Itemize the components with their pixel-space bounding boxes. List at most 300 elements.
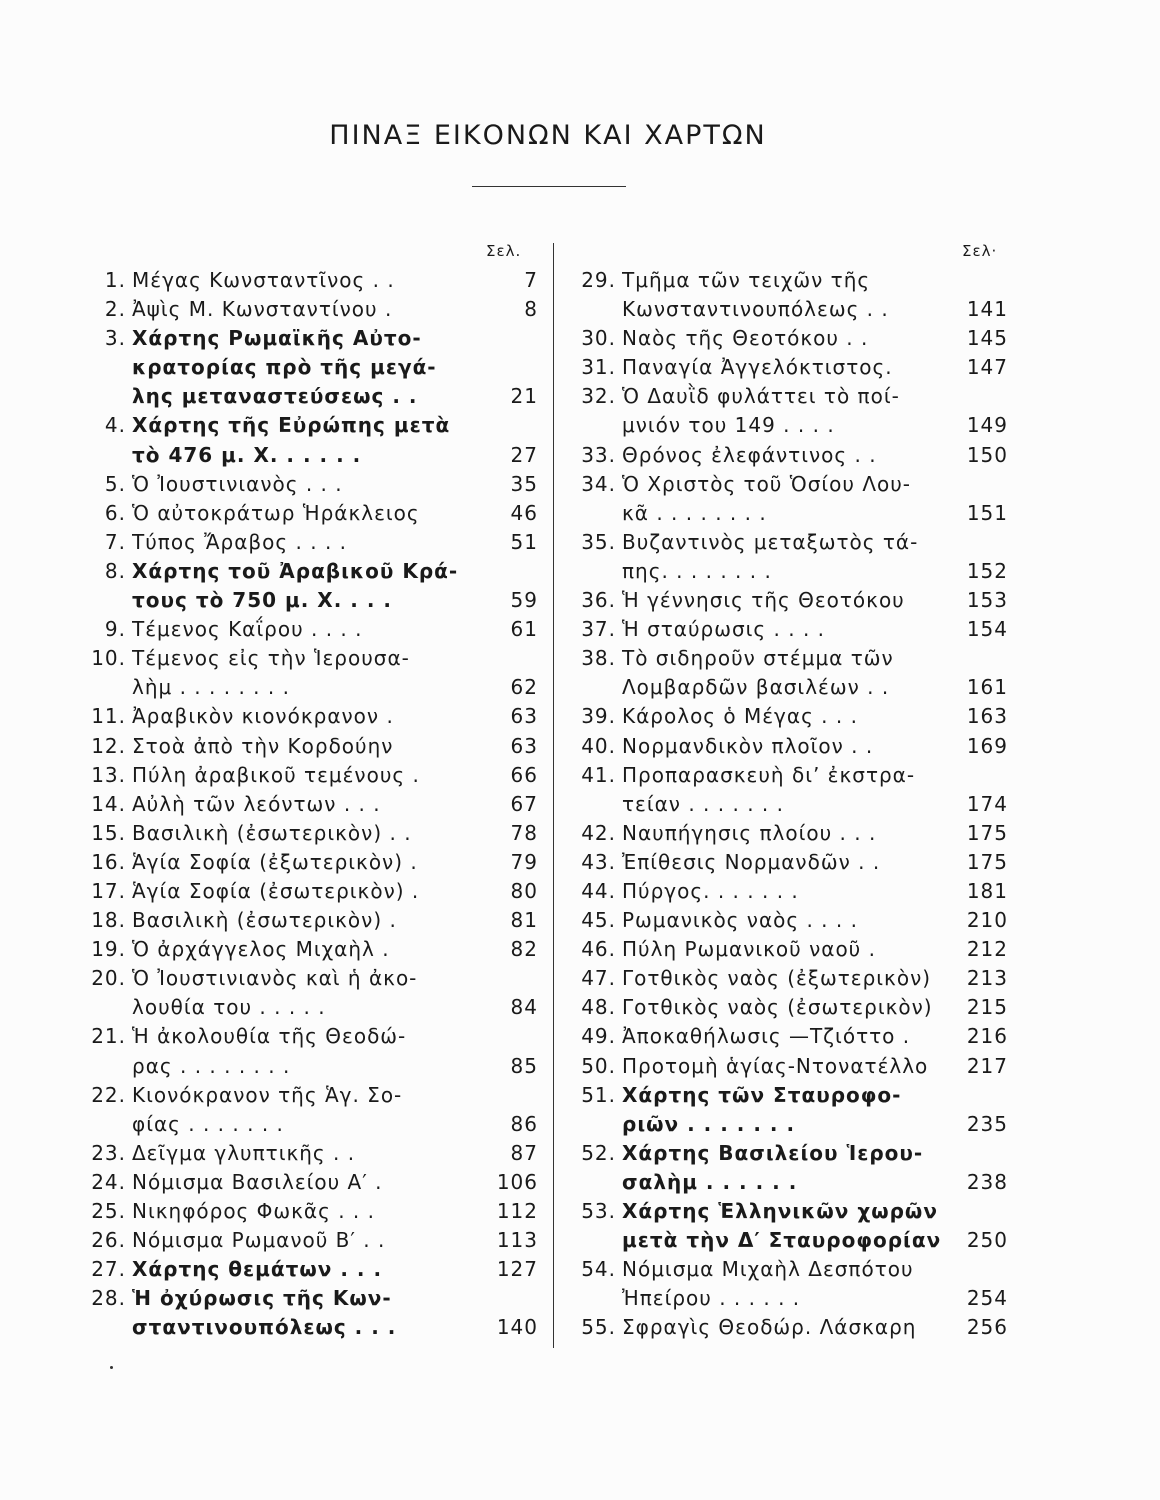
entry-page-number: 81 [510, 908, 538, 933]
toc-entry [82, 615, 538, 644]
entry-title: τους τὸ 750 μ. Χ. . . . [132, 588, 392, 613]
entry-title: Νόμισμα Ρωμανοῦ Β′ . . [132, 1228, 386, 1253]
toc-line [82, 732, 538, 761]
entry-page-number: 7 [524, 268, 538, 292]
entry-page-number: 46 [510, 500, 538, 525]
toc-line [82, 1255, 538, 1284]
toc-line [82, 993, 538, 1022]
entry-number: 19. [91, 937, 126, 962]
toc-entry [572, 964, 1008, 993]
toc-entry [572, 702, 1008, 731]
entry-page-number: 235 [966, 1111, 1008, 1136]
entry-page-number: 161 [966, 675, 1008, 700]
right-column-list [572, 266, 1008, 1342]
entry-title: φίας . . . . . . . [132, 1111, 284, 1136]
entry-page-number [960, 470, 1008, 499]
entry-title: Στοὰ ἀπὸ τὴν Κορδούην [132, 733, 394, 758]
toc-entry [82, 644, 538, 702]
entry-number [82, 673, 132, 702]
entry-number: 8. [104, 558, 126, 583]
entry-number [572, 557, 622, 586]
entry-title: Ἀραβικὸν κιονόκρανον . [132, 704, 394, 729]
entry-page-number: 62 [510, 675, 538, 700]
entry-title: Νόμισμα Βασιλείου Α′ . [132, 1169, 383, 1194]
toc-entry [572, 1197, 1008, 1255]
entry-page-number: 256 [966, 1315, 1008, 1340]
entry-title: Νορμανδικὸν πλοῖον . . [622, 733, 874, 758]
toc-entry [572, 1081, 1008, 1139]
entry-number: 46. [581, 937, 616, 962]
entry-page-number: 61 [510, 617, 538, 642]
entry-title: Προτομὴ ἁγίας-Ντονατέλλο [622, 1053, 929, 1078]
toc-entry [572, 1255, 1008, 1313]
toc-line [572, 1081, 1008, 1110]
entry-title: Ἠπείρου . . . . . . [622, 1286, 801, 1311]
toc-line [82, 1284, 538, 1313]
toc-line [572, 1022, 1008, 1051]
toc-entry [82, 295, 538, 324]
entry-title: λουθία του . . . . . [132, 995, 326, 1020]
toc-line [572, 1110, 1008, 1139]
entry-number: 21. [91, 1024, 126, 1049]
toc-line [82, 1226, 538, 1255]
entry-title: Νικηφόρος Φωκᾶς . . . [132, 1199, 375, 1223]
entry-title: λὴμ . . . . . . . . [132, 675, 290, 700]
entry-title: Βυζαντινὸς μεταξωτὸς τά- [622, 529, 919, 554]
entry-title: Τέμενος εἰς τὴν Ἱερουσα- [132, 646, 410, 671]
toc-entry [572, 266, 1008, 324]
toc-line [82, 1197, 538, 1226]
entry-title: Ἀποκαθήλωσις —Τζιόττο . [622, 1024, 911, 1049]
entry-number: 38. [581, 646, 616, 671]
entry-number [82, 1052, 132, 1081]
entry-number: 9. [104, 617, 126, 642]
toc-line [572, 470, 1008, 499]
entry-title: Τύπος Ἄραβος . . . . [132, 529, 348, 554]
entry-number: 3. [104, 326, 126, 351]
entry-page-number: 59 [510, 588, 538, 613]
toc-entry [572, 877, 1008, 906]
entry-number [572, 1110, 622, 1139]
entry-number: 26. [91, 1228, 126, 1253]
toc-entry [82, 499, 538, 528]
toc-line [572, 1139, 1008, 1168]
entry-number: 15. [91, 820, 126, 845]
toc-line [82, 1139, 538, 1168]
entry-page-number: 212 [966, 937, 1008, 962]
toc-entry [572, 1052, 1008, 1081]
toc-entry [82, 470, 538, 499]
toc-line [572, 1284, 1008, 1313]
entry-page-number: 175 [966, 849, 1008, 874]
entry-number: 48. [581, 995, 616, 1020]
toc-entry [82, 1226, 538, 1255]
toc-entry [82, 266, 538, 295]
entry-number: 5. [104, 471, 126, 496]
entry-title: Χάρτης Ἑλληνικῶν χωρῶν [622, 1199, 938, 1223]
toc-entry [572, 615, 1008, 644]
entry-page-number [488, 557, 538, 586]
toc-line [572, 702, 1008, 731]
toc-entry [572, 1139, 1008, 1197]
toc-line [572, 964, 1008, 993]
toc-line [82, 615, 538, 644]
entry-page-number: 175 [966, 820, 1008, 845]
entry-title: σταντινουπόλεως . . . [132, 1315, 397, 1340]
entry-title: Ἐπίθεσις Νορμανδῶν . . [622, 849, 881, 874]
entry-title: Ἀψὶς Μ. Κωνσταντίνου . [132, 297, 393, 322]
entry-page-number: 154 [966, 617, 1008, 642]
entry-page-number: 87 [510, 1140, 538, 1165]
entry-title: λης μεταναστεύσεως . . [132, 384, 418, 409]
entry-title: τὸ 476 μ. Χ. . . . . . [132, 442, 362, 467]
entry-number: 53. [581, 1199, 616, 1223]
toc-line [82, 266, 538, 295]
entry-title: Δεῖγμα γλυπτικῆς . . [132, 1140, 356, 1165]
toc-line [82, 499, 538, 528]
entry-title: Χάρτης τοῦ Ἀραβικοῦ Κρά- [132, 558, 459, 583]
toc-line [82, 324, 538, 353]
toc-line [82, 1110, 538, 1139]
toc-line [82, 1052, 538, 1081]
toc-line [82, 964, 538, 993]
speck [110, 1366, 113, 1369]
entry-page-number: 78 [510, 820, 538, 845]
entry-page-number: 140 [496, 1315, 538, 1340]
entry-title: Νόμισμα Μιχαὴλ Δεσπότου [622, 1257, 914, 1282]
toc-line [572, 993, 1008, 1022]
toc-line [82, 644, 538, 673]
entry-title: Γοτθικὸς ναὸς (ἐσωτερικὸν) [622, 995, 933, 1020]
toc-line [572, 819, 1008, 848]
toc-line [572, 790, 1008, 819]
entry-page-number: 163 [966, 704, 1008, 729]
toc-entry [572, 906, 1008, 935]
entry-page-number [960, 1197, 1008, 1226]
toc-line [82, 761, 538, 790]
entry-number: 27. [91, 1257, 126, 1282]
toc-line [572, 1255, 1008, 1284]
toc-line [572, 324, 1008, 353]
toc-line [82, 935, 538, 964]
toc-line [82, 1313, 538, 1342]
toc-entry [82, 761, 538, 790]
toc-entry [572, 1022, 1008, 1051]
toc-line [82, 702, 538, 731]
toc-line [572, 1197, 1008, 1226]
entry-number: 16. [91, 849, 126, 874]
toc-line [572, 1052, 1008, 1081]
entry-number: 28. [91, 1286, 126, 1311]
toc-line [82, 470, 538, 499]
entry-page-number [488, 1284, 538, 1313]
entry-title: Χάρτης Ρωμαϊκῆς Αὐτο- [132, 326, 422, 351]
entry-number: 42. [581, 820, 616, 845]
entry-number: 47. [581, 966, 616, 991]
entry-page-number: 80 [510, 878, 538, 903]
toc-line [572, 557, 1008, 586]
toc-entry [82, 848, 538, 877]
entry-number: 13. [91, 762, 126, 787]
entry-title: Πύργος. . . . . . . [622, 878, 799, 903]
entry-title: τείαν . . . . . . . [622, 791, 784, 816]
entry-page-number: 169 [966, 733, 1008, 758]
toc-line [572, 732, 1008, 761]
entry-number: 33. [581, 442, 616, 467]
entry-number [572, 673, 622, 702]
toc-entry [82, 819, 538, 848]
entry-number: 4. [104, 413, 126, 438]
entry-number: 32. [581, 384, 616, 409]
entry-page-number [488, 353, 538, 382]
entry-title: Σφραγὶς Θεοδώρ. Λάσκαρη [622, 1315, 917, 1340]
toc-line [572, 411, 1008, 440]
entry-number: 7. [104, 529, 126, 554]
entry-number [572, 790, 622, 819]
entry-number: 23. [91, 1140, 126, 1165]
entry-title: Μέγας Κωνσταντῖνος . . [132, 268, 395, 292]
entry-number: 6. [104, 500, 126, 525]
entry-title: Κάρολος ὁ Μέγας . . . [622, 704, 858, 729]
entry-title: Παναγία Ἀγγελόκτιστος. [622, 355, 893, 380]
entry-page-number: 106 [496, 1169, 538, 1194]
entry-number: 43. [581, 849, 616, 874]
entry-page-number: 27 [510, 442, 538, 467]
entry-title: Ὁ Χριστὸς τοῦ Ὁσίου Λου- [622, 471, 912, 496]
entry-title: Ἡ γέννησις τῆς Θεοτόκου [622, 588, 905, 613]
entry-page-number [488, 644, 538, 673]
entry-page-number: 254 [966, 1286, 1008, 1311]
entry-title: Γοτθικὸς ναὸς (ἐξωτερικὸν) [622, 966, 932, 991]
toc-line [82, 673, 538, 702]
entry-page-number: 181 [966, 878, 1008, 903]
toc-line [82, 441, 538, 470]
entry-title: Ἡ ὀχύρωσις τῆς Κων- [132, 1286, 392, 1311]
entry-title: Ὁ Δαυῒδ φυλάττει τὸ ποί- [622, 384, 900, 409]
entry-title: μνιόν του 149 . . . . [622, 413, 835, 438]
toc-entry [82, 877, 538, 906]
entry-number: 55. [581, 1315, 616, 1340]
entry-title: Χάρτης τῶν Σταυροφο- [622, 1082, 902, 1107]
entry-number [82, 353, 132, 382]
entry-title: Χάρτης Βασιλείου Ἱερου- [622, 1140, 924, 1165]
toc-entry [572, 382, 1008, 440]
entry-title: κρατορίας πρὸ τῆς μεγά- [132, 355, 437, 380]
toc-line [572, 877, 1008, 906]
entry-number: 22. [91, 1082, 126, 1107]
entry-number: 49. [581, 1024, 616, 1049]
entry-number: 14. [91, 791, 126, 816]
entry-number: 39. [581, 704, 616, 729]
toc-entry [572, 324, 1008, 353]
toc-line [572, 586, 1008, 615]
entry-page-number [960, 266, 1008, 295]
entry-page-number [488, 411, 538, 440]
entry-page-number [960, 528, 1008, 557]
toc-entry [572, 644, 1008, 702]
entry-page-number: 86 [510, 1111, 538, 1136]
entry-title: Θρόνος ἐλεφάντινος . . [622, 442, 877, 467]
entry-page-number: 113 [496, 1228, 538, 1253]
right-page-header: Σελ· [962, 242, 998, 260]
toc-entry [572, 732, 1008, 761]
entry-title: Κωνσταντινουπόλεως . . [622, 297, 889, 322]
entry-page-number: 67 [510, 791, 538, 816]
entry-number: 50. [581, 1053, 616, 1078]
entry-page-number: 127 [496, 1257, 538, 1282]
entry-title: Ὁ Ἰουστινιανὸς . . . [132, 471, 343, 496]
entry-number: 25. [91, 1199, 126, 1223]
entry-title: Ὁ ἀρχάγγελος Μιχαὴλ . [132, 937, 390, 962]
toc-line [572, 295, 1008, 324]
entry-page-number [960, 1081, 1008, 1110]
entry-title: Ἡ σταύρωσις . . . . [622, 617, 826, 642]
entry-number: 30. [581, 326, 616, 351]
entry-page-number: 63 [510, 704, 538, 729]
entry-page-number: 51 [510, 529, 538, 554]
page-title: ΠΙΝΑΞ ΕΙΚΟΝΩΝ ΚΑΙ ΧΑΡΤΩΝ [329, 120, 767, 151]
entry-page-number: 150 [966, 442, 1008, 467]
entry-number [82, 1110, 132, 1139]
entry-page-number: 145 [966, 326, 1008, 351]
toc-line [572, 528, 1008, 557]
entry-title: Ἡ ἀκολουθία τῆς Θεοδώ- [132, 1024, 407, 1049]
toc-line [82, 411, 538, 440]
toc-entry [82, 732, 538, 761]
entry-title: Τέμενος Καΐρου . . . . [132, 617, 363, 642]
entry-page-number: 238 [966, 1169, 1008, 1194]
entry-page-number [960, 761, 1008, 790]
entry-number: 52. [581, 1140, 616, 1165]
entry-page-number: 217 [966, 1053, 1008, 1078]
entry-number: 54. [581, 1257, 616, 1282]
entry-page-number: 141 [966, 297, 1008, 322]
entry-title: Πύλη ἀραβικοῦ τεμένους . [132, 762, 420, 787]
entry-number: 24. [91, 1169, 126, 1194]
toc-entry [82, 1197, 538, 1226]
toc-line [82, 295, 538, 324]
entry-page-number: 35 [510, 471, 538, 496]
entry-page-number: 82 [510, 937, 538, 962]
toc-line [572, 441, 1008, 470]
entry-number: 34. [581, 471, 616, 496]
entry-page-number: 66 [510, 762, 538, 787]
entry-page-number: 112 [496, 1199, 538, 1223]
entry-title: Ἁγία Σοφία (ἐσωτερικὸν) . [132, 878, 420, 903]
entry-title: πης. . . . . . . . [622, 558, 772, 583]
toc-line [572, 615, 1008, 644]
toc-line [82, 382, 538, 411]
entry-page-number: 153 [966, 588, 1008, 613]
toc-entry [82, 1255, 538, 1284]
toc-entry [82, 1081, 538, 1139]
toc-entry [572, 761, 1008, 819]
toc-line [82, 906, 538, 935]
entry-number: 17. [91, 878, 126, 903]
toc-entry [572, 848, 1008, 877]
entry-title: Βασιλικὴ (ἐσωτερικὸν) . [132, 908, 397, 933]
title-underline [472, 186, 626, 187]
toc-line [82, 586, 538, 615]
entry-title: Βασιλικὴ (ἐσωτερικὸν) . . [132, 820, 412, 845]
entry-page-number [960, 644, 1008, 673]
entry-title: Ρωμανικὸς ναὸς . . . . [622, 908, 858, 933]
entry-number: 36. [581, 588, 616, 613]
entry-number: 35. [581, 529, 616, 554]
entry-page-number [488, 1022, 538, 1051]
entry-number: 45. [581, 908, 616, 933]
toc-entry [572, 528, 1008, 586]
toc-line [572, 499, 1008, 528]
entry-title: ρας . . . . . . . . [132, 1053, 291, 1078]
entry-title: σαλὴμ . . . . . . [622, 1169, 798, 1194]
entry-number [572, 295, 622, 324]
entry-page-number [488, 1081, 538, 1110]
entry-number: 41. [581, 762, 616, 787]
entry-number [572, 411, 622, 440]
entry-title: Τμῆμα τῶν τειχῶν τῆς [622, 268, 871, 292]
entry-title: Κιονόκρανον τῆς Ἁγ. Σο- [132, 1082, 403, 1107]
entry-number: 1. [104, 268, 126, 292]
entry-page-number: 213 [966, 966, 1008, 991]
toc-entry [82, 411, 538, 469]
entry-title: μετὰ τὴν Δ′ Σταυροφορίαν [622, 1228, 942, 1253]
entry-page-number: 210 [966, 908, 1008, 933]
toc-entry [82, 964, 538, 1022]
entry-title: κᾶ . . . . . . . . [622, 500, 767, 525]
toc-line [82, 877, 538, 906]
entry-page-number: 21 [510, 384, 538, 409]
entry-number: 2. [104, 297, 126, 322]
entry-number [572, 1168, 622, 1197]
entry-title: ριῶν . . . . . . . [622, 1111, 796, 1136]
toc-line [572, 673, 1008, 702]
entry-page-number: 152 [966, 558, 1008, 583]
entry-title: Αὐλὴ τῶν λεόντων . . . [132, 791, 381, 816]
toc-line [82, 1022, 538, 1051]
entry-number [572, 1226, 622, 1255]
toc-entry [572, 993, 1008, 1022]
toc-line [82, 819, 538, 848]
toc-entry [82, 528, 538, 557]
toc-entry [82, 935, 538, 964]
toc-line [82, 790, 538, 819]
toc-entry [82, 1168, 538, 1197]
toc-entry [82, 1022, 538, 1080]
column-divider [553, 243, 554, 1348]
entry-title: Λομβαρδῶν βασιλέων . . [622, 675, 890, 700]
toc-line [572, 1168, 1008, 1197]
entry-number [82, 441, 132, 470]
left-column-list [82, 266, 538, 1342]
toc-entry [82, 557, 538, 615]
entry-page-number: 84 [510, 995, 538, 1020]
toc-entry [82, 1139, 538, 1168]
entry-number [572, 1284, 622, 1313]
entry-number [82, 586, 132, 615]
entry-page-number [960, 382, 1008, 411]
toc-line [572, 761, 1008, 790]
entry-number: 31. [581, 355, 616, 380]
entry-number: 18. [91, 908, 126, 933]
toc-line [572, 848, 1008, 877]
toc-line [572, 906, 1008, 935]
entry-title: Προπαρασκευὴ δι’ ἐκστρα- [622, 762, 916, 787]
entry-title: Ναὸς τῆς Θεοτόκου . . [622, 326, 869, 351]
entry-page-number [960, 1255, 1008, 1284]
entry-title: Ὁ Ἰουστινιανὸς καὶ ἡ ἀκο- [132, 966, 418, 991]
toc-entry [572, 586, 1008, 615]
